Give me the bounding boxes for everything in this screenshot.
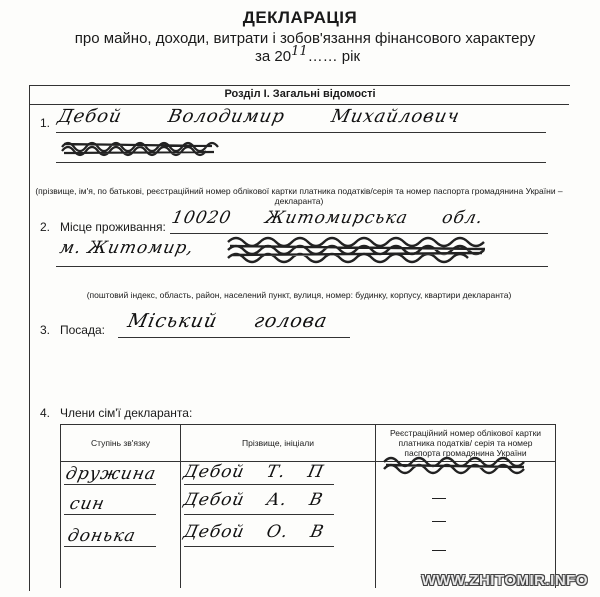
item4-number: 4. (40, 406, 51, 420)
redaction-scribble (226, 234, 496, 268)
item1-line1 (56, 132, 546, 133)
header-relation: Ступінь зв'язку (61, 425, 181, 462)
row1-relation: дружина (63, 464, 159, 484)
document-title: ДЕКЛАРАЦІЯ (242, 8, 358, 27)
row3-name: Дебой О. В (181, 522, 327, 542)
row3-relation-line (64, 546, 156, 547)
redaction-scribble (60, 137, 220, 159)
item1-number: 1. (40, 116, 51, 130)
handwritten-address-line1: 10020 Житомирська обл. (169, 208, 486, 228)
row2-relation: син (67, 494, 107, 514)
year-prefix: за 20 (255, 48, 292, 65)
row2-id-dash-2 (432, 521, 446, 522)
item1-line2 (56, 162, 546, 163)
handwritten-full-name: Дебой Володимир Михайлович (55, 106, 462, 127)
redaction-scribble (382, 454, 532, 476)
item1-caption: (прізвище, ім'я, по батькові, реєстраційний номер облікової картки платника податків/серія та номер паспорта громадянина України – декларанта) (35, 186, 563, 206)
site-watermark: WWW.ZHITOMIR.INFO (421, 572, 588, 589)
item3-number: 3. (40, 323, 51, 337)
row1-name: Дебой Т. П (181, 462, 326, 482)
row2-name: Дебой А. В (181, 490, 326, 510)
section-title: Розділ І. Загальні відомості (224, 88, 376, 100)
year-handwritten: 11 (291, 44, 308, 59)
row1-relation-line (64, 484, 156, 485)
year-dots: …… (307, 48, 338, 65)
document-year-line (255, 44, 361, 65)
item3-line (118, 337, 350, 338)
year-suffix: рік (341, 48, 361, 65)
item2-number: 2. (40, 220, 51, 234)
header-name: Прізвище, ініціали (181, 425, 376, 462)
position-label: Посада: (60, 323, 105, 337)
row1-name-line (184, 484, 334, 485)
family-members-label: Члени сім'ї декларанта: (60, 406, 193, 420)
row2-relation-line (64, 514, 156, 515)
residence-label: Місце проживання: (60, 220, 166, 234)
row2-name-line (184, 514, 334, 515)
row3-relation: донька (65, 526, 138, 546)
section-divider (29, 104, 569, 105)
handwritten-position: Міський голова (125, 310, 330, 332)
header-id-number: Реєстраційний номер облікової картки платника податків/ серія та номер паспорта громадянина України (376, 425, 556, 462)
row2-id-dash (432, 498, 446, 499)
item2-caption: (поштовий індекс, область, район, населений пункт, вулиця, номер: будинку, корпусу, квартири декларанта) (86, 290, 512, 300)
item2-line2 (56, 266, 548, 267)
row3-name-line (184, 546, 334, 547)
document-subtitle: про майно, доходи, витрати і зобов'язання фінансового характеру (74, 30, 536, 47)
handwritten-address-line2: м. Житомир, (57, 238, 196, 258)
row3-id-dash (432, 550, 446, 551)
